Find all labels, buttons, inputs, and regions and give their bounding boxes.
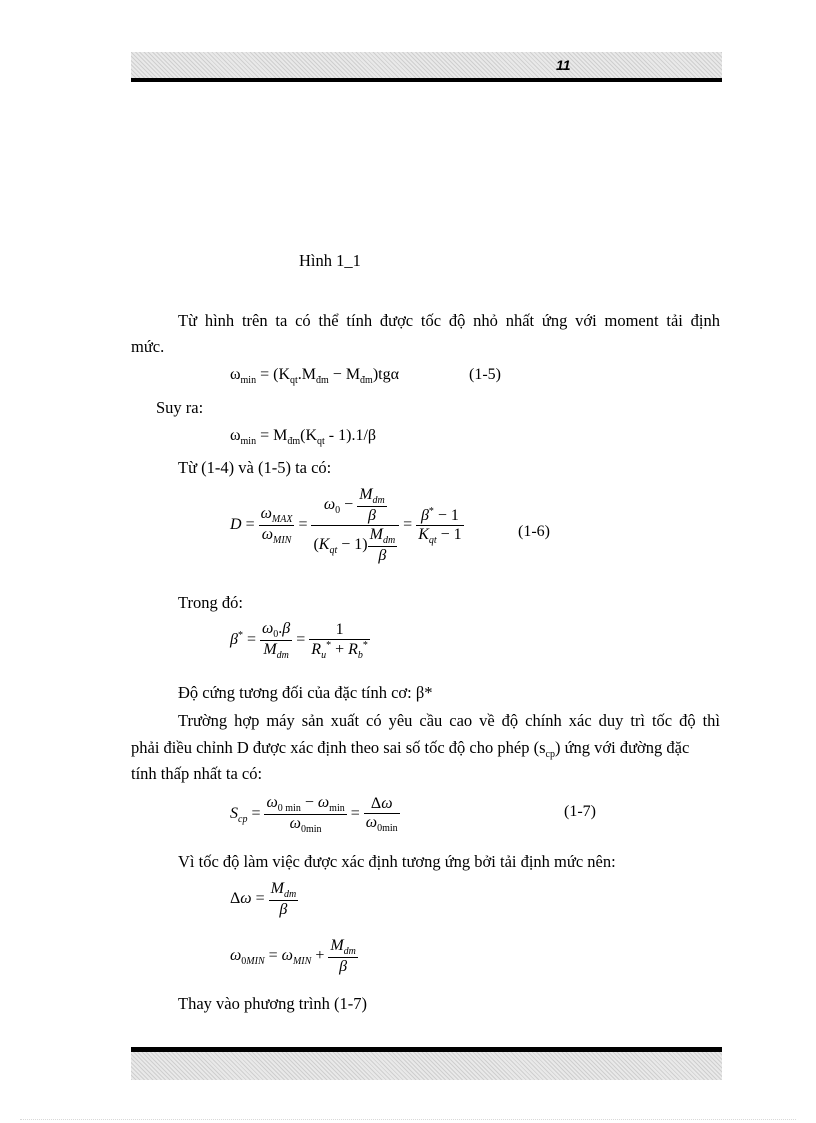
paragraph-1-line-1: Từ hình trên ta có thể tính được tốc độ nhỏ nhất ứng với moment tải định bbox=[178, 311, 720, 330]
equation-delta-omega: Δω = $\frac{M_{dm}}{\beta}$ bbox=[230, 880, 297, 918]
substitute-line: Thay vào phương trình (1-7) bbox=[178, 994, 368, 1013]
equation-number-1-7: (1-7) bbox=[564, 803, 596, 820]
paragraph-1-line-2: mức. bbox=[131, 337, 165, 356]
equation-beta-star: β* = $\frac{\omega_0.\beta}{M_{dm}}$ = $\frac{1}{R_u^* + R_b^*}$ bbox=[230, 620, 368, 661]
suy-ra-label: Suy ra: bbox=[156, 398, 204, 417]
work-speed-line: Vì tốc độ làm việc được xác định tương ứng bởi tải định mức nên: bbox=[178, 852, 616, 871]
trong-do-label: Trong đó: bbox=[178, 593, 243, 612]
stiffness-line: Độ cứng tương đối của đặc tính cơ: β* bbox=[178, 683, 433, 702]
equation-number-1-6: (1-6) bbox=[518, 523, 550, 540]
bottom-dotted-line bbox=[20, 1119, 796, 1120]
paragraph-2-line-2: phải điều chỉnh D được xác định theo sai số tốc độ cho phép $(s_{cp})$ ứng với đường đặc bbox=[131, 738, 690, 760]
page-header-band bbox=[131, 52, 722, 78]
equation-number-1-5: (1-5) bbox=[469, 366, 501, 383]
equation-1-6: D = $\frac{\omega_{MAX}}{\omega_{MIN}}$ = $\omega_0$ − $\frac{M_{dm}}{\beta}$ $(K_{qt} - 1)$ $\frac{M_{dm}}{\beta}$ = $\frac{\beta^* - 1}{K_{qt} - 1}$ bbox=[230, 486, 462, 564]
paragraph-2-line-1: Trường hợp máy sản xuất có yêu cầu cao về độ chính xác duy trì tốc độ thì bbox=[178, 711, 720, 730]
page-footer-band bbox=[131, 1052, 722, 1080]
figure-caption: Hình 1_1 bbox=[299, 251, 361, 270]
page-number: 11 bbox=[556, 57, 571, 73]
header-rule bbox=[131, 78, 722, 82]
equation-omega-0min: $\omega_{0MIN} = \omega_{MIN}$ + $\frac{M_{dm}}{\beta}$ bbox=[230, 937, 356, 975]
equation-1-7: $S_{cp}$ = $\frac{\omega_{0 min} - \omega_{min}}{\omega_{0min}}$ = $\frac{\Delta\omega}{\omega_{0min}}$ bbox=[230, 794, 398, 835]
from-1-4-1-5-label: Từ (1-4) và (1-5) ta có: bbox=[178, 458, 332, 477]
paragraph-2-line-3: tính thấp nhất ta có: bbox=[131, 764, 263, 783]
equation-1-5: $\omega_{min} = (K_{qt}.M_{đm} - M_{đm})tg\alpha$ bbox=[230, 366, 399, 386]
equation-omega-min: $\omega_{min} = M_{đm}(K_{qt} - 1).1/\beta$ bbox=[230, 427, 377, 447]
